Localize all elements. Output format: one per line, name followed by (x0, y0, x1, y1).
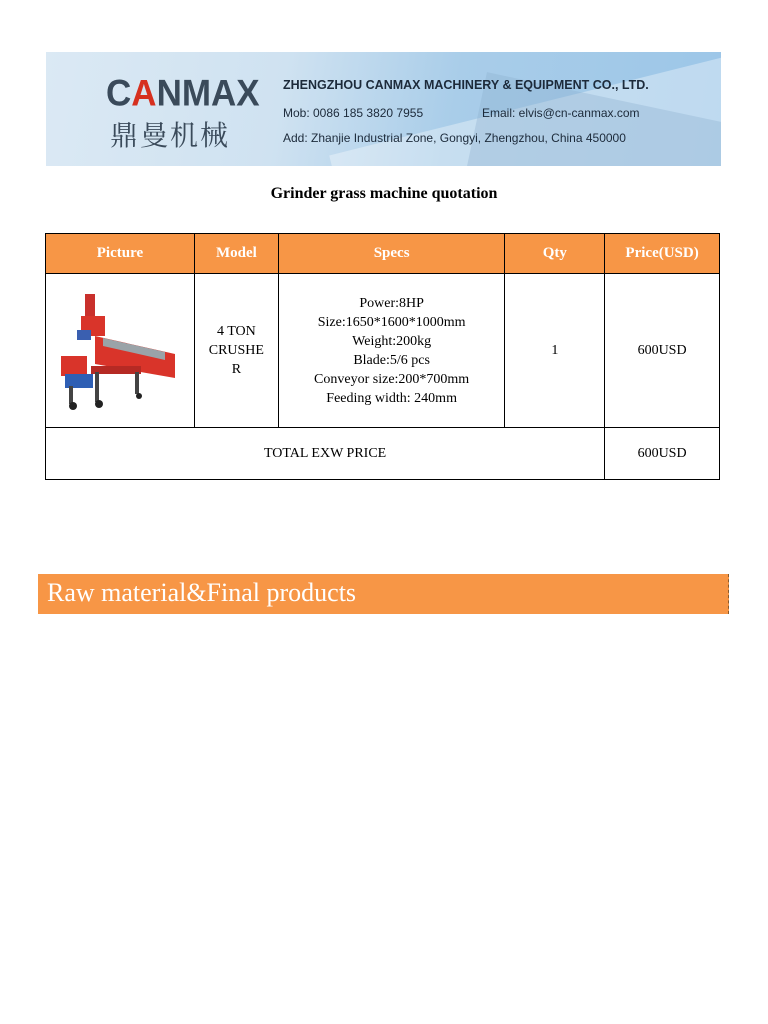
company-logo: CANMAX (106, 73, 260, 114)
section-header (38, 574, 729, 614)
column-header: Specs (278, 234, 505, 274)
grass-crusher-machine-image (55, 286, 185, 416)
table-row (46, 274, 720, 428)
table-header-row (46, 234, 720, 274)
model-line: 4 TON (216, 324, 256, 339)
spec-line: Feeding width: 240mm (326, 390, 457, 406)
mobile-number: Mob: 0086 185 3820 7955 (283, 106, 424, 120)
spec-line: Conveyor size:200*700mm (314, 371, 470, 387)
total-row (46, 428, 720, 480)
picture-cell (46, 274, 195, 428)
spec-line: Size:1650*1600*1000mm (317, 314, 466, 330)
specs-cell (278, 274, 505, 428)
company-name: ZHENGZHOU CANMAX MACHINERY & EQUIPMENT CO., LTD. (283, 78, 649, 92)
total-label: TOTAL EXW PRICE (46, 428, 605, 480)
column-header: Price(USD) (605, 234, 720, 274)
price-cell: 600USD (605, 274, 720, 428)
spec-line: Weight:200kg (352, 333, 432, 349)
model-line: R (231, 362, 242, 377)
company-logo-chinese: 鼎曼机械 (110, 119, 231, 152)
model-cell (194, 274, 278, 428)
qty-cell: 1 (505, 274, 605, 428)
column-header: Picture (46, 234, 195, 274)
total-price: 600USD (605, 428, 720, 480)
spec-line: Blade:5/6 pcs (353, 352, 430, 368)
model-line: CRUSHE (208, 343, 264, 358)
company-address: Add: Zhanjie Industrial Zone, Gongyi, Zhengzhou, China 450000 (283, 131, 626, 145)
spec-line: Power:8HP (359, 295, 424, 311)
column-header: Qty (505, 234, 605, 274)
document-title: Grinder grass machine quotation (270, 185, 498, 202)
section-title: Raw material&Final products (47, 578, 357, 607)
column-header: Model (194, 234, 278, 274)
quotation-table (45, 233, 720, 480)
header-banner (46, 52, 721, 166)
email-address: Email: elvis@cn-canmax.com (482, 106, 640, 120)
